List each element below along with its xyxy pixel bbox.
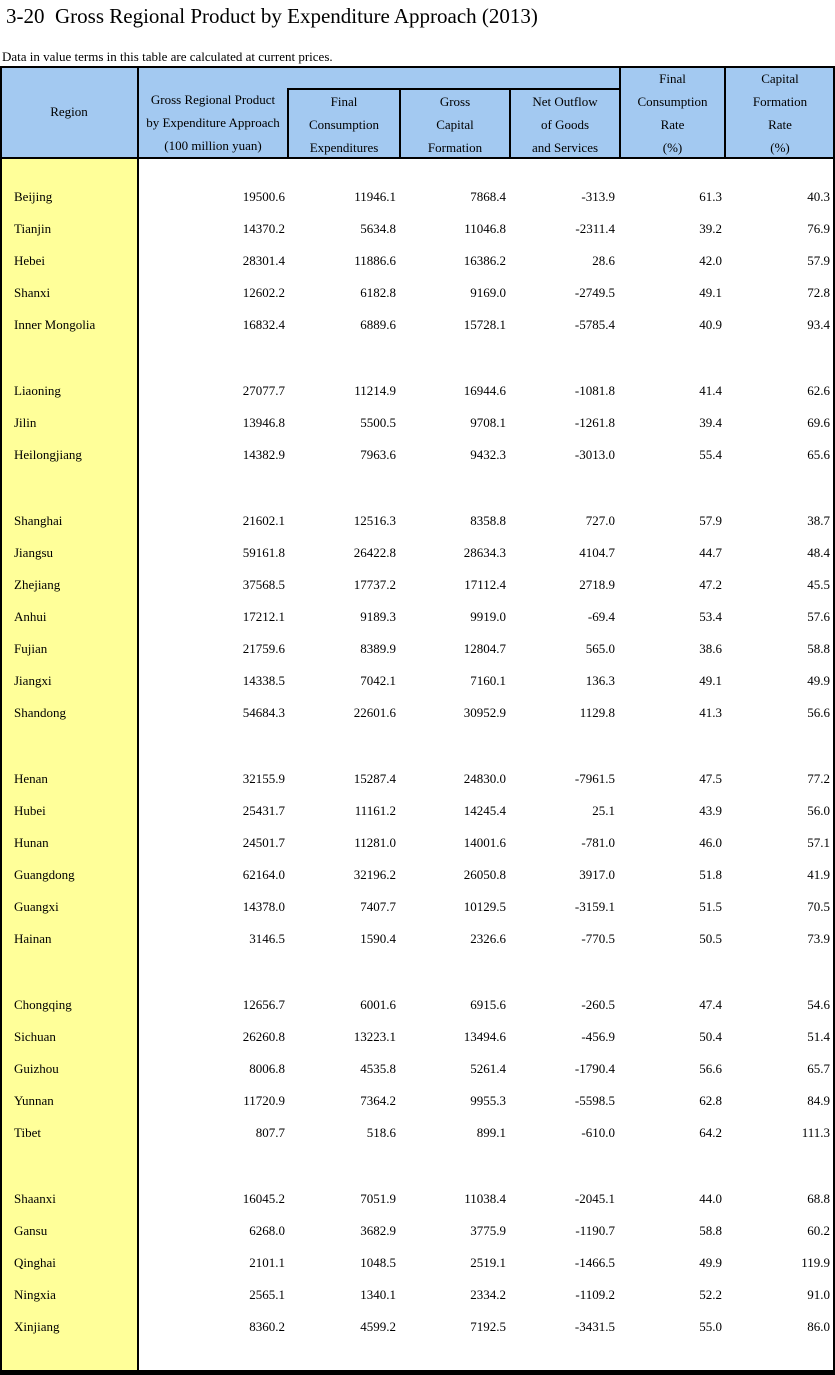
value-cell: -770.5: [581, 931, 615, 946]
value-cell: 30952.9: [463, 705, 506, 720]
value-cell: 45.5: [807, 577, 830, 592]
column-header-capital-formation: [400, 90, 510, 157]
rate-column-divider-left: [619, 66, 621, 157]
region-name: Fujian: [14, 641, 48, 656]
region-name: Jilin: [14, 415, 37, 430]
value-cell: 25.1: [592, 803, 615, 818]
group-gap-row: [0, 1149, 835, 1183]
column-header-final-consumption-line2: Consumption: [308, 117, 380, 132]
table-row: [0, 213, 835, 245]
value-cell: 11046.8: [464, 221, 506, 236]
region-name: Heilongjiang: [14, 447, 82, 462]
table-row: [0, 1247, 835, 1279]
value-cell: 8358.8: [470, 513, 506, 528]
value-cell: 25431.7: [242, 803, 285, 818]
group-gap-row: [0, 955, 835, 989]
value-cell: 70.5: [807, 899, 830, 914]
table-row: [0, 827, 835, 859]
table-row: [0, 1311, 835, 1343]
value-cell: 4104.7: [579, 545, 615, 560]
value-cell: 27077.7: [242, 383, 285, 398]
value-cell: 62164.0: [242, 867, 285, 882]
table-row: [0, 1085, 835, 1117]
region-name: Shanxi: [14, 285, 51, 300]
value-cell: 2718.9: [579, 577, 615, 592]
table-row: [0, 1183, 835, 1215]
value-cell: 518.6: [366, 1125, 396, 1140]
value-cell: 19500.6: [242, 189, 285, 204]
value-cell: 11886.6: [354, 253, 396, 268]
value-cell: -1109.2: [575, 1287, 615, 1302]
value-cell: 5261.4: [470, 1061, 506, 1076]
value-cell: 7364.2: [360, 1093, 396, 1108]
value-cell: 17212.1: [242, 609, 285, 624]
value-cell: 11214.9: [354, 383, 396, 398]
value-cell: 727.0: [585, 513, 615, 528]
value-cell: 47.4: [699, 997, 722, 1012]
value-cell: 49.9: [699, 1255, 722, 1270]
table-row: [0, 245, 835, 277]
group-gap-row: [0, 729, 835, 763]
value-cell: 13494.6: [463, 1029, 506, 1044]
column-header-capital-formation-rate: [725, 66, 835, 157]
value-cell: 15728.1: [463, 317, 506, 332]
region-name: Guangdong: [14, 867, 75, 882]
column-header-capital-formation-rate-line2: Formation: [752, 94, 808, 109]
value-cell: 14382.9: [242, 447, 285, 462]
value-cell: 8006.8: [249, 1061, 285, 1076]
table-row: [0, 505, 835, 537]
table-row: [0, 1053, 835, 1085]
table-row: [0, 375, 835, 407]
column-header-final-consumption-rate-line4: (%): [662, 140, 683, 155]
value-cell: 16045.2: [242, 1191, 285, 1206]
page-title: 3-20 Gross Regional Product by Expenditure Approach (2013): [6, 4, 538, 28]
table-header: [0, 66, 835, 159]
value-cell: 7160.1: [470, 673, 506, 688]
value-cell: 60.2: [807, 1223, 830, 1238]
value-cell: 807.7: [255, 1125, 285, 1140]
value-cell: 84.9: [807, 1093, 830, 1108]
region-name: Hainan: [14, 931, 52, 946]
column-header-grp: [138, 88, 288, 157]
value-cell: 2565.1: [249, 1287, 285, 1302]
table-row: [0, 1117, 835, 1149]
region-name: Hebei: [14, 253, 46, 268]
value-cell: 3775.9: [470, 1223, 506, 1238]
column-header-capital-formation-rate-line3: Rate: [768, 117, 792, 132]
column-header-final-consumption-line1: Final: [330, 94, 358, 109]
region-name: Zhejiang: [14, 577, 61, 592]
value-cell: 6001.6: [360, 997, 396, 1012]
value-cell: 9189.3: [360, 609, 396, 624]
column-header-net-outflow: [510, 90, 620, 157]
table-row: [0, 697, 835, 729]
value-cell: 16944.6: [463, 383, 506, 398]
value-cell: -3431.5: [574, 1319, 615, 1334]
region-name: Jiangxi: [14, 673, 52, 688]
value-cell: 5500.5: [360, 415, 396, 430]
value-cell: -313.9: [581, 189, 615, 204]
value-cell: 899.1: [476, 1125, 506, 1140]
value-cell: 32155.9: [242, 771, 285, 786]
value-cell: 40.9: [699, 317, 722, 332]
value-cell: 22601.6: [353, 705, 396, 720]
value-cell: 41.9: [807, 867, 830, 882]
rate-column-divider-right: [724, 66, 726, 157]
value-cell: 4599.2: [360, 1319, 396, 1334]
value-cell: 32196.2: [353, 867, 396, 882]
value-cell: 54.6: [807, 997, 830, 1012]
value-cell: 65.6: [807, 447, 830, 462]
value-cell: 52.2: [699, 1287, 722, 1302]
region-name: Guangxi: [14, 899, 59, 914]
value-cell: 42.0: [699, 253, 722, 268]
value-cell: 111.3: [801, 1125, 830, 1140]
value-cell: 93.4: [807, 317, 830, 332]
value-cell: 47.2: [699, 577, 722, 592]
value-cell: 51.8: [699, 867, 722, 882]
value-cell: 72.8: [807, 285, 830, 300]
table-row: [0, 1215, 835, 1247]
value-cell: 14338.5: [242, 673, 285, 688]
region-name: Shanghai: [14, 513, 63, 528]
value-cell: 8360.2: [249, 1319, 285, 1334]
region-name: Yunnan: [14, 1093, 54, 1108]
table-top-border: [0, 66, 835, 68]
region-name: Tianjin: [14, 221, 52, 236]
value-cell: 24830.0: [463, 771, 506, 786]
value-cell: 64.2: [699, 1125, 722, 1140]
value-cell: 59161.8: [242, 545, 285, 560]
value-cell: 5634.8: [360, 221, 396, 236]
value-cell: 11038.4: [464, 1191, 506, 1206]
table-row: [0, 1021, 835, 1053]
region-name: Anhui: [14, 609, 47, 624]
region-name: Guizhou: [14, 1061, 59, 1076]
table-row: [0, 537, 835, 569]
value-cell: 13946.8: [242, 415, 285, 430]
value-cell: 38.6: [699, 641, 722, 656]
column-header-region-label: Region: [50, 104, 88, 119]
value-cell: 57.1: [807, 835, 830, 850]
value-cell: -781.0: [581, 835, 615, 850]
subheader-box-divider-1: [399, 88, 401, 157]
column-header-final-consumption-rate-line1: Final: [659, 71, 686, 86]
value-cell: 2326.6: [470, 931, 506, 946]
value-cell: 6268.0: [249, 1223, 285, 1238]
column-header-final-consumption: [288, 90, 400, 157]
value-cell: 9169.0: [470, 285, 506, 300]
table-rows: [0, 159, 835, 1343]
value-cell: 11281.0: [354, 835, 396, 850]
value-cell: 7963.6: [360, 447, 396, 462]
column-header-net-outflow-line1: Net Outflow: [532, 94, 598, 109]
value-cell: 12516.3: [353, 513, 396, 528]
value-cell: 1129.8: [579, 705, 615, 720]
value-cell: 55.0: [699, 1319, 722, 1334]
value-cell: 68.8: [807, 1191, 830, 1206]
value-cell: 43.9: [699, 803, 722, 818]
value-cell: 2101.1: [249, 1255, 285, 1270]
column-header-grp-line2: by Expenditure Approach: [146, 115, 280, 130]
value-cell: 28301.4: [242, 253, 285, 268]
value-cell: -1261.8: [574, 415, 615, 430]
value-cell: 53.4: [699, 609, 722, 624]
value-cell: 7051.9: [360, 1191, 396, 1206]
value-cell: -1466.5: [574, 1255, 615, 1270]
region-name: Gansu: [14, 1223, 48, 1238]
value-cell: 54684.3: [242, 705, 285, 720]
value-cell: 7868.4: [470, 189, 506, 204]
subheader-box-left-border: [287, 88, 289, 157]
value-cell: 3917.0: [579, 867, 615, 882]
region-name: Shaanxi: [14, 1191, 56, 1206]
column-header-final-consumption-rate: [620, 66, 725, 157]
value-cell: 91.0: [807, 1287, 830, 1302]
value-cell: 14370.2: [242, 221, 285, 236]
value-cell: 17112.4: [464, 577, 506, 592]
value-cell: 13223.1: [353, 1029, 396, 1044]
value-cell: -2045.1: [574, 1191, 615, 1206]
value-cell: -610.0: [581, 1125, 615, 1140]
region-name: Liaoning: [14, 383, 61, 398]
value-cell: 44.0: [699, 1191, 722, 1206]
table-row: [0, 277, 835, 309]
value-cell: -2311.4: [575, 221, 615, 236]
value-cell: 6889.6: [360, 317, 396, 332]
value-cell: 47.5: [699, 771, 722, 786]
column-header-region: [0, 66, 138, 157]
subheader-box-divider-2: [509, 88, 511, 157]
column-header-grp-line3: (100 million yuan): [164, 138, 262, 153]
value-cell: 62.6: [807, 383, 830, 398]
value-cell: 49.1: [699, 285, 722, 300]
table-row: [0, 859, 835, 891]
value-cell: 24501.7: [242, 835, 285, 850]
value-cell: 57.9: [807, 253, 830, 268]
value-cell: 16386.2: [463, 253, 506, 268]
value-cell: 26260.8: [242, 1029, 285, 1044]
value-cell: 58.8: [699, 1223, 722, 1238]
table-row: [0, 633, 835, 665]
value-cell: 76.9: [807, 221, 830, 236]
table-row: [0, 795, 835, 827]
value-cell: 46.0: [699, 835, 722, 850]
value-cell: 11161.2: [354, 803, 396, 818]
region-name: Ningxia: [14, 1287, 56, 1302]
region-name: Shandong: [14, 705, 66, 720]
column-header-net-outflow-line3: and Services: [531, 140, 599, 155]
value-cell: 56.6: [807, 705, 830, 720]
table-note: Data in value terms in this table are calculated at current prices.: [2, 49, 333, 64]
value-cell: 39.2: [699, 221, 722, 236]
value-cell: 7192.5: [470, 1319, 506, 1334]
value-cell: 119.9: [801, 1255, 830, 1270]
column-header-capital-formation-line3: Formation: [427, 140, 483, 155]
value-cell: 39.4: [699, 415, 722, 430]
region-name: Jiangsu: [14, 545, 53, 560]
value-cell: -260.5: [581, 997, 615, 1012]
region-name: Hunan: [14, 835, 49, 850]
column-header-net-outflow-line2: of Goods: [540, 117, 590, 132]
column-header-final-consumption-line3: Expenditures: [309, 140, 379, 155]
table-row: [0, 181, 835, 213]
value-cell: -5598.5: [574, 1093, 615, 1108]
column-header-capital-formation-line1: Gross: [439, 94, 471, 109]
table-row: [0, 309, 835, 341]
table-row: [0, 569, 835, 601]
value-cell: 6915.6: [470, 997, 506, 1012]
value-cell: 2334.2: [470, 1287, 506, 1302]
value-cell: -69.4: [587, 609, 615, 624]
region-name: Xinjiang: [14, 1319, 60, 1334]
value-cell: 9955.3: [470, 1093, 506, 1108]
value-cell: 2519.1: [470, 1255, 506, 1270]
value-cell: 8389.9: [360, 641, 396, 656]
value-cell: 50.4: [699, 1029, 722, 1044]
value-cell: 1590.4: [360, 931, 396, 946]
subheader-box-top-border: [287, 88, 620, 90]
value-cell: 136.3: [585, 673, 615, 688]
value-cell: 6182.8: [360, 285, 396, 300]
region-name: Sichuan: [14, 1029, 56, 1044]
value-cell: 56.6: [699, 1061, 722, 1076]
value-cell: 9919.0: [470, 609, 506, 624]
region-name: Tibet: [14, 1125, 41, 1140]
value-cell: 56.0: [807, 803, 830, 818]
value-cell: 51.4: [807, 1029, 830, 1044]
table-row: [0, 601, 835, 633]
value-cell: 57.9: [699, 513, 722, 528]
value-cell: 55.4: [699, 447, 722, 462]
value-cell: 16832.4: [242, 317, 285, 332]
group-gap-row: [0, 341, 835, 375]
value-cell: 40.3: [807, 189, 830, 204]
value-cell: 26050.8: [463, 867, 506, 882]
value-cell: 12602.2: [242, 285, 285, 300]
value-cell: 14378.0: [242, 899, 285, 914]
value-cell: 9708.1: [470, 415, 506, 430]
value-cell: 4535.8: [360, 1061, 396, 1076]
value-cell: 11946.1: [354, 189, 396, 204]
grp-expenditure-table: [0, 66, 835, 1375]
table-row: [0, 891, 835, 923]
value-cell: 3682.9: [360, 1223, 396, 1238]
table-row: [0, 439, 835, 471]
value-cell: 3146.5: [249, 931, 285, 946]
value-cell: 48.4: [807, 545, 830, 560]
value-cell: 41.3: [699, 705, 722, 720]
column-header-grp-line1: Gross Regional Product: [150, 92, 276, 107]
value-cell: 65.7: [807, 1061, 830, 1076]
value-cell: 69.6: [807, 415, 830, 430]
region-name: Beijing: [14, 189, 53, 204]
value-cell: -7961.5: [574, 771, 615, 786]
region-name: Qinghai: [14, 1255, 56, 1270]
region-name: Inner Mongolia: [14, 317, 96, 332]
value-cell: 49.1: [699, 673, 722, 688]
value-cell: 14245.4: [463, 803, 506, 818]
table-row: [0, 665, 835, 697]
value-cell: 11720.9: [243, 1093, 285, 1108]
value-cell: 14001.6: [463, 835, 506, 850]
value-cell: 58.8: [807, 641, 830, 656]
value-cell: -5785.4: [574, 317, 615, 332]
value-cell: 37568.5: [242, 577, 285, 592]
value-cell: 50.5: [699, 931, 722, 946]
value-cell: -1790.4: [574, 1061, 615, 1076]
value-cell: -3159.1: [574, 899, 615, 914]
group-gap-row: [0, 471, 835, 505]
table-bottom-border: [0, 1370, 835, 1375]
value-cell: 41.4: [699, 383, 722, 398]
value-cell: 28634.3: [463, 545, 506, 560]
table-row: [0, 923, 835, 955]
value-cell: 17737.2: [353, 577, 396, 592]
value-cell: 49.9: [807, 673, 830, 688]
table-left-border: [0, 66, 2, 1375]
value-cell: 77.2: [807, 771, 830, 786]
column-header-capital-formation-rate-line4: (%): [770, 140, 790, 155]
value-cell: 28.6: [592, 253, 615, 268]
value-cell: 12804.7: [463, 641, 506, 656]
value-cell: -2749.5: [574, 285, 615, 300]
value-cell: -1081.8: [574, 383, 615, 398]
value-cell: 61.3: [699, 189, 722, 204]
value-cell: -456.9: [581, 1029, 615, 1044]
region-column-divider: [137, 66, 139, 1370]
value-cell: 44.7: [699, 545, 722, 560]
column-header-final-consumption-rate-line2: Consumption: [637, 94, 708, 109]
value-cell: 1048.5: [360, 1255, 396, 1270]
value-cell: 51.5: [699, 899, 722, 914]
value-cell: 7042.1: [360, 673, 396, 688]
column-header-capital-formation-rate-line1: Capital: [761, 71, 799, 86]
value-cell: 21602.1: [242, 513, 285, 528]
header-bottom-border: [0, 157, 835, 159]
value-cell: -3013.0: [574, 447, 615, 462]
value-cell: 73.9: [807, 931, 830, 946]
region-name: Henan: [14, 771, 48, 786]
table-row: [0, 989, 835, 1021]
value-cell: 57.6: [807, 609, 830, 624]
value-cell: 10129.5: [463, 899, 506, 914]
value-cell: 38.7: [807, 513, 830, 528]
column-header-final-consumption-rate-line3: Rate: [660, 117, 685, 132]
value-cell: 565.0: [585, 641, 615, 656]
value-cell: 62.8: [699, 1093, 722, 1108]
column-header-capital-formation-line2: Capital: [436, 117, 474, 132]
table-row: [0, 407, 835, 439]
value-cell: 9432.3: [470, 447, 506, 462]
value-cell: 7407.7: [360, 899, 396, 914]
value-cell: 1340.1: [360, 1287, 396, 1302]
value-cell: 21759.6: [242, 641, 285, 656]
value-cell: 26422.8: [353, 545, 396, 560]
region-name: Hubei: [14, 803, 46, 818]
value-cell: 15287.4: [353, 771, 396, 786]
table-row: [0, 763, 835, 795]
region-name: Chongqing: [14, 997, 72, 1012]
value-cell: 86.0: [807, 1319, 830, 1334]
value-cell: -1190.7: [575, 1223, 615, 1238]
table-row: [0, 1279, 835, 1311]
value-cell: 12656.7: [242, 997, 285, 1012]
